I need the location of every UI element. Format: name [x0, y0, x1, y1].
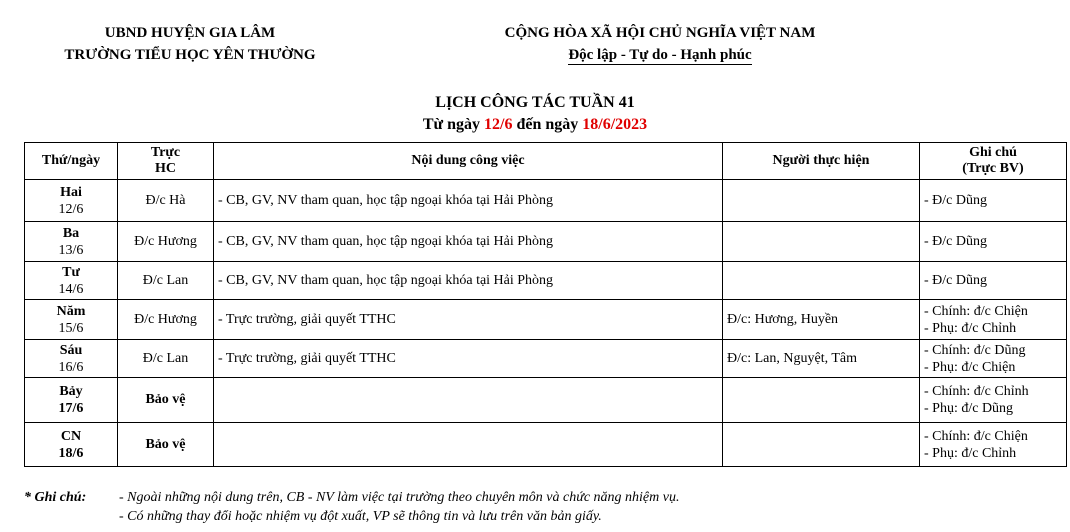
col-person: Người thực hiện	[723, 143, 920, 180]
col-duty	[118, 143, 214, 180]
note-cell	[920, 378, 1067, 423]
national-motto-text: Độc lập - Tự do - Hạnh phúc	[568, 47, 752, 63]
header-right	[480, 22, 840, 66]
schedule-title	[0, 92, 1070, 136]
table-row	[25, 300, 1067, 340]
schedule-table	[24, 142, 1067, 467]
content-cell: - Trực trường, giải quyết TTHC	[214, 300, 723, 340]
col-content: Nội dung công việc	[214, 143, 723, 180]
table-row	[25, 378, 1067, 423]
day-name: Hai	[60, 184, 82, 200]
note-line2: - Phụ: đ/c Dũng	[924, 401, 1014, 416]
day-cell	[25, 222, 118, 262]
day-date: 18/6	[58, 445, 84, 461]
title-from-label: Từ ngày	[422, 116, 485, 133]
person-cell	[723, 180, 920, 222]
day-name: Ba	[62, 225, 80, 241]
date-to: 18/6/2023	[582, 116, 648, 133]
day-cell	[25, 340, 118, 378]
note-cell	[920, 180, 1067, 222]
person-cell: Đ/c: Hương, Huyền	[723, 300, 920, 340]
note-line2: - Phụ: đ/c Chỉnh	[924, 445, 1017, 461]
person-cell	[723, 423, 920, 467]
footer-notes	[24, 488, 679, 526]
national-motto	[480, 44, 840, 66]
table-header-row	[25, 143, 1067, 180]
day-date: 16/6	[58, 359, 84, 375]
content-cell	[214, 423, 723, 467]
duty-cell: Bảo vệ	[118, 423, 214, 467]
note-line2: - Phụ: đ/c Chỉnh	[924, 320, 1017, 336]
col-duty-line2: HC	[155, 161, 176, 176]
note-cell	[920, 423, 1067, 467]
day-name: Bảy	[59, 384, 83, 399]
day-date: 14/6	[58, 281, 84, 297]
note-line1: - Đ/c Dũng	[924, 234, 987, 249]
table-row	[25, 423, 1067, 467]
day-cell	[25, 262, 118, 300]
col-note-line2: (Trực BV)	[962, 161, 1024, 176]
district-name: UBND HUYỆN GIA LÂM	[104, 25, 276, 41]
note-cell	[920, 222, 1067, 262]
school-name: TRƯỜNG TIỂU HỌC YÊN THƯỜNG	[64, 47, 316, 63]
col-note-line1: Ghi chú	[969, 145, 1017, 160]
day-cell	[25, 180, 118, 222]
country-name: CỘNG HÒA XÃ HỘI CHỦ NGHĨA VIỆT NAM	[504, 25, 816, 41]
duty-cell: Đ/c Lan	[118, 262, 214, 300]
note-line1: - Chính: đ/c Dũng	[924, 342, 1026, 358]
duty-cell: Đ/c Lan	[118, 340, 214, 378]
day-date: 13/6	[58, 242, 84, 258]
note-cell	[920, 300, 1067, 340]
person-cell	[723, 262, 920, 300]
duty-cell: Đ/c Hà	[118, 180, 214, 222]
note-line1: - Chính: đ/c Chiện	[924, 428, 1028, 444]
content-cell: - CB, GV, NV tham quan, học tập ngoại khóa tại Hải Phòng	[214, 180, 723, 222]
person-cell: Đ/c: Lan, Nguyệt, Tâm	[723, 340, 920, 378]
content-cell: - Trực trường, giải quyết TTHC	[214, 340, 723, 378]
table-row	[25, 222, 1067, 262]
day-date: 17/6	[58, 401, 84, 416]
title-sub	[0, 114, 1070, 136]
duty-cell: Bảo vệ	[118, 378, 214, 423]
day-name: Năm	[56, 303, 86, 319]
day-cell	[25, 378, 118, 423]
header-left	[40, 22, 340, 66]
day-cell	[25, 423, 118, 467]
footer-label: * Ghi chú:	[24, 490, 87, 505]
content-cell: - CB, GV, NV tham quan, học tập ngoại khóa tại Hải Phòng	[214, 222, 723, 262]
note-cell	[920, 340, 1067, 378]
footer-lines	[119, 488, 679, 526]
title-to-label: đến ngày	[512, 116, 583, 133]
person-cell	[723, 378, 920, 423]
col-note	[920, 143, 1067, 180]
note-line1: - Đ/c Dũng	[924, 273, 987, 288]
footer-line1: - Ngoài những nội dung trên, CB - NV làm việc tại trường theo chuyên môn và chức năng nhiệm vụ.	[119, 490, 680, 505]
col-duty-line1: Trực	[150, 145, 181, 160]
duty-cell: Đ/c Hương	[118, 222, 214, 262]
table-row	[25, 340, 1067, 378]
note-line1: - Chính: đ/c Chiện	[924, 303, 1028, 319]
footer-line2: - Có những thay đổi hoặc nhiệm vụ đột xuất, VP sẽ thông tin và lưu trên văn bản giấy.	[119, 509, 602, 524]
table-row	[25, 262, 1067, 300]
note-line1: - Đ/c Dũng	[924, 193, 987, 208]
day-cell	[25, 300, 118, 340]
title-main: LỊCH CÔNG TÁC TUẦN 41	[435, 94, 635, 111]
day-date: 12/6	[58, 201, 84, 217]
day-name: Tư	[62, 264, 80, 280]
col-day: Thứ/ngày	[25, 143, 118, 180]
content-cell: - CB, GV, NV tham quan, học tập ngoại khóa tại Hải Phòng	[214, 262, 723, 300]
content-cell	[214, 378, 723, 423]
note-line2: - Phụ: đ/c Chiện	[924, 359, 1016, 375]
table-row	[25, 180, 1067, 222]
day-name: CN	[60, 428, 82, 444]
duty-cell: Đ/c Hương	[118, 300, 214, 340]
date-from: 12/6	[484, 116, 513, 133]
person-cell	[723, 222, 920, 262]
note-cell	[920, 262, 1067, 300]
day-date: 15/6	[58, 320, 84, 336]
note-line1: - Chính: đ/c Chỉnh	[924, 384, 1029, 399]
day-name: Sáu	[59, 342, 83, 358]
